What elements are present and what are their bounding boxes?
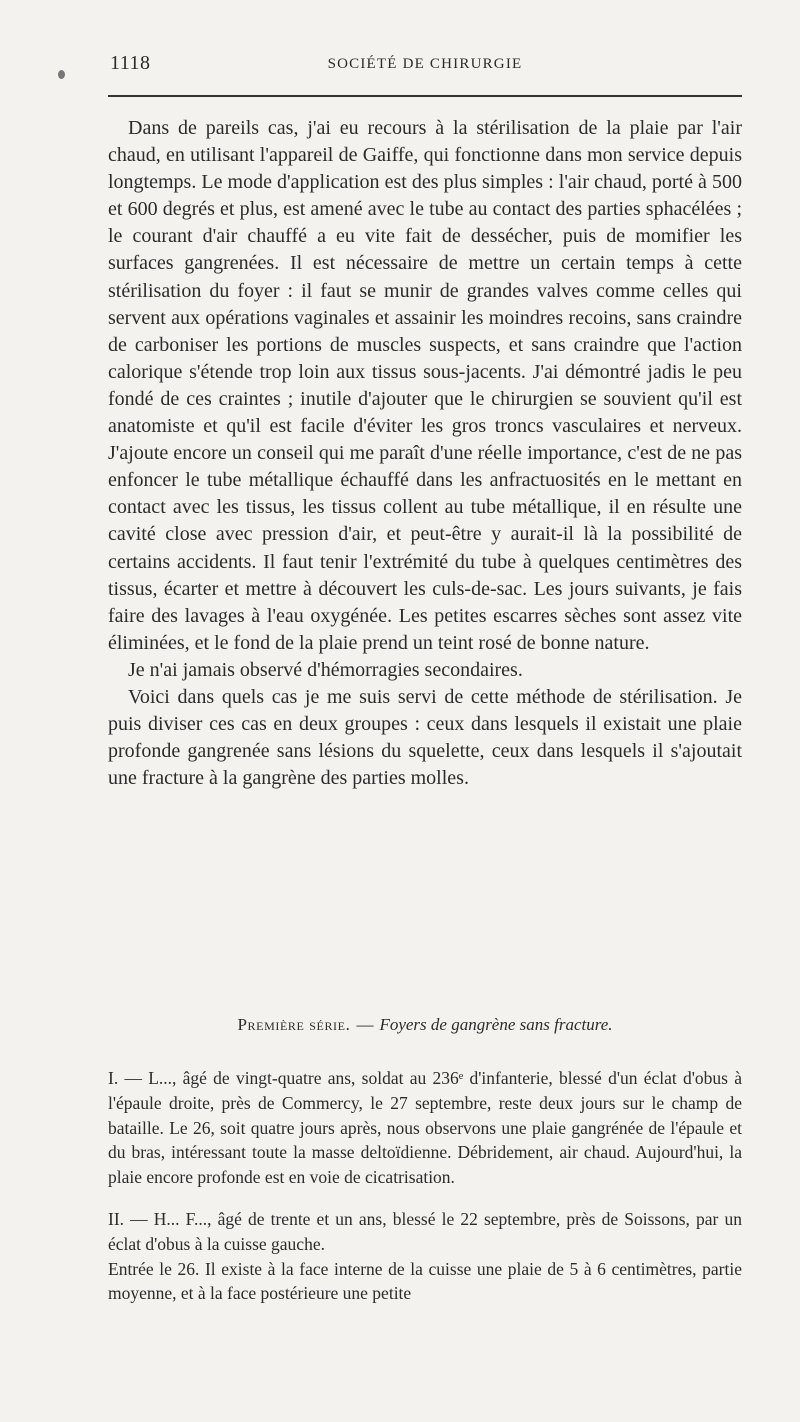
section-heading — [108, 1015, 742, 1035]
body-text — [108, 115, 742, 792]
ink-speck — [58, 70, 65, 79]
section-title: Foyers de gangrène sans fracture. — [379, 1015, 613, 1034]
page-header — [108, 52, 742, 82]
section-separator: — — [356, 1015, 374, 1034]
case-1: I. — L..., âgé de vingt-quatre ans, soldat au 236ᵉ d'infanterie, blessé d'un éclat d'obus à l'épaule droite, près de Commercy, le 27 septembre, reste deux jours sur le champ de bataille. Le 26, soit quatre jours après, nous observons une plaie gangrénée de l'épaule et du bras, intéressant toute la masse deltoïdienne. Débridement, air chaud. Aujourd'hui, la plaie encore profonde est en voie de cicatrisation. — [108, 1068, 742, 1188]
paragraph-groupes: Voici dans quels cas je me suis servi de cette méthode de stérilisation. Je puis diviser ces cas en deux groupes : ceux dans lesquels il existait une plaie profonde gangrenée sans lésions du squelette, ceux dans lesquels il s'ajoutait une fracture à la gangrène des parties molles. — [108, 685, 742, 790]
section-label: Première série. — [237, 1015, 351, 1034]
case-list — [108, 1066, 742, 1306]
paragraph-sterilisation: Dans de pareils cas, j'ai eu recours à la stérilisation de la plaie par l'air chaud, en utilisant l'appareil de Gaiffe, qui fonctionne dans mon service depuis longtemps. Le mode d'application est des plus simples : l'air chaud, porté à 500 et 600 degrés et plus, est amené avec le tube au contact des parties sphacélées ; le courant d'air chauffé a eu vite fait de dessécher, puis de momifier les surfaces gangrenées. Il est nécessaire de mettre un certain temps à cette stérilisation du foyer : il faut se munir de grandes valves comme celles qui servent aux opérations vaginales et assainir les moindres recoins, sans craindre de carboniser les portions de muscles suspects, et sans craindre que l'action calorique s'étende trop loin aux tissus sous-jacents. J'ai démontré jadis le peu fondé de ces craintes ; inutile d'ajouter que le chirurgien se souvient qu'il est anatomiste et qu'il est facile d'éviter les gros troncs vasculaires et nerveux. J'ajoute encore un conseil qui me paraît d'une réelle importance, c'est de ne pas enfoncer le tube métallique échauffé dans les anfractuosités en le mettant en contact avec les tissus, les tissus collent au tube métallique, il en résulte une cavité close avec pression d'air, et peut-être y aurait-il là la possibilité de certains accidents. Il faut tenir l'extrémité du tube à quelques centimètres des tissus, écarter et mettre à découvert les culs-de-sac. Les jours suivants, je fais faire des lavages à l'eau oxygénée. Les petites escarres sèches sont assez vite éliminées, et le fond de la plaie prend un teint rosé de bonne nature. — [108, 117, 742, 654]
page-number: 1118 — [110, 52, 151, 74]
paragraph-hemorragies: Je n'ai jamais observé d'hémorragies secondaires. — [128, 658, 523, 681]
header-rule — [108, 95, 742, 97]
case-2: II. — H... F..., âgé de trente et un ans, blessé le 22 septembre, près de Soissons, par un éclat d'obus à la cuisse gauche. — [108, 1208, 742, 1254]
running-head: SOCIÉTÉ DE CHIRURGIE — [327, 56, 523, 72]
case-2-continued: Entrée le 26. Il existe à la face interne de la cuisse une plaie de 5 à 6 centimètres, partie moyenne, et à la face postérieure une petite — [108, 1258, 742, 1304]
